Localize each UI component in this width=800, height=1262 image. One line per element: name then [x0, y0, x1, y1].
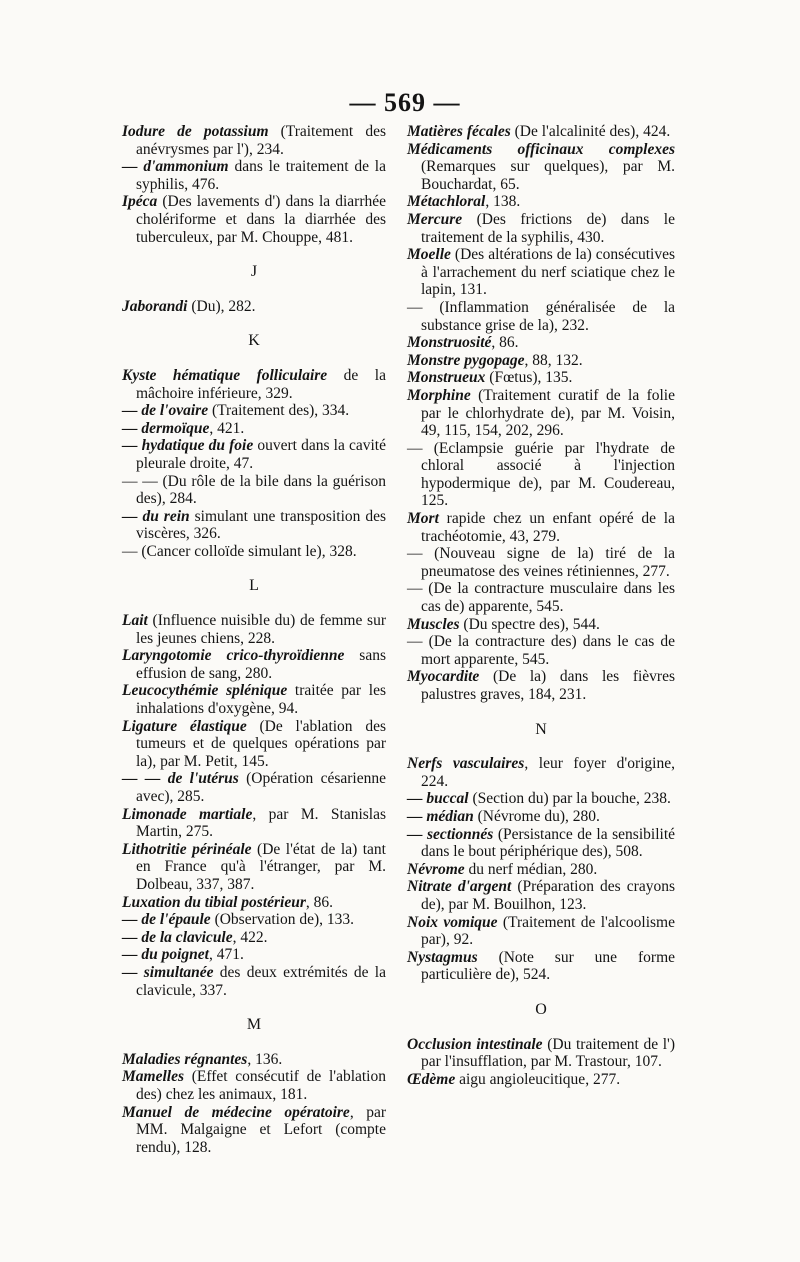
- index-entry: [407, 790, 675, 808]
- index-entry-text: , 86.: [491, 334, 519, 352]
- index-entry-text: , 422.: [232, 928, 268, 946]
- index-entry-text: — (De la contracture des) dans le cas de mort apparente, 545.: [407, 633, 675, 668]
- index-entry: [122, 402, 386, 420]
- index-entry: [407, 949, 675, 984]
- section-letter: O: [535, 1000, 547, 1018]
- index-entry-text: — (Nouveau signe de la) tiré de la pneumatose des veines rétiniennes, 277.: [407, 545, 675, 580]
- index-entry-text: (Des frictions de) dans le traitement de la syphilis, 430.: [421, 210, 675, 246]
- index-entry: [122, 647, 386, 682]
- index-entry-text: — — (Du rôle de la bile dans la guérison des), 284.: [122, 472, 386, 508]
- index-keyword: Leucocythémie splénique: [122, 682, 288, 700]
- index-keyword: Luxation du tibial postérieur: [122, 893, 306, 911]
- index-entry: [407, 246, 675, 299]
- index-keyword: Monstrueux: [407, 369, 486, 387]
- index-keyword: — — de l'utérus: [122, 770, 239, 788]
- index-entry-text: , par M. Stanislas Martin, 275.: [136, 805, 387, 841]
- index-entry: [122, 682, 386, 717]
- index-entry-text: , 421.: [209, 419, 245, 437]
- index-entry: [407, 440, 675, 510]
- index-entry: [407, 334, 675, 352]
- index-keyword: Nystagmus: [407, 948, 478, 966]
- index-entry: [407, 545, 675, 580]
- index-entry: [122, 420, 386, 438]
- index-entry: [407, 914, 675, 949]
- index-keyword: — buccal: [407, 790, 469, 808]
- index-keyword: — du poignet: [122, 946, 209, 964]
- index-entry-text: (Préparation des crayons de), par M. Bouilhon, 123.: [421, 878, 675, 913]
- index-entry-text: (Effet consécutif de l'ablation des) chez les animaux, 181.: [136, 1068, 386, 1103]
- index-entry: [407, 299, 675, 334]
- index-keyword: Matières fécales: [407, 123, 511, 140]
- index-keyword: Noix vomique: [407, 913, 498, 931]
- index-entry-text: dans le traitement de la syphilis, 476.: [136, 158, 386, 193]
- index-entry-text: (Du spectre des), 544.: [459, 615, 600, 633]
- index-entry-text: (Névrome du), 280.: [473, 807, 600, 825]
- index-entry-text: sans effusion de sang, 280.: [136, 647, 386, 682]
- page-number: — 569 —: [349, 88, 461, 117]
- index-entry: [122, 929, 386, 947]
- index-keyword: Occlusion intestinale: [407, 1035, 543, 1053]
- index-keyword: Nitrate d'argent: [407, 878, 512, 896]
- index-entry: [122, 718, 386, 771]
- index-keyword: — hydatique du foie: [122, 437, 254, 455]
- index-entry: [122, 612, 386, 647]
- section-letter: J: [250, 263, 258, 281]
- index-entry: [407, 580, 675, 615]
- index-entry-text: (Des altérations de la) consécutives à l'arrachement du nerf sciatique chez le lapin, 131.: [421, 246, 675, 299]
- index-keyword: — sectionnés: [407, 825, 494, 843]
- index-entry: [122, 911, 386, 929]
- index-entry-text: de la mâchoire inférieure, 329.: [136, 366, 386, 402]
- index-keyword: Mamelles: [122, 1068, 184, 1086]
- index-entry: [407, 510, 675, 545]
- index-entry: [407, 668, 675, 703]
- index-entry: [122, 770, 386, 805]
- index-entry-text: (Persistance de la sensibilité dans le bout périphérique des), 508.: [421, 825, 676, 861]
- section-letter: K: [248, 332, 260, 350]
- index-entry: [122, 298, 386, 316]
- index-entry: [122, 123, 386, 158]
- index-entry-text: , 138.: [485, 193, 521, 211]
- index-keyword: — simultanée: [122, 963, 214, 981]
- index-entry: [122, 437, 386, 472]
- index-entry-text: — (Eclampsie guérie par l'hydrate de chloral associé à l'injection hypodermique de), par M. Coudereau, 125.: [407, 439, 675, 510]
- index-entry: [407, 387, 675, 440]
- index-entry-text: (Traitement curatif de la folie par le chlorhydrate de), par M. Voisin, 49, 115, 154, 202, 296.: [421, 386, 675, 440]
- index-keyword: Ligature élastique: [122, 717, 247, 735]
- index-keyword: Lithotritie périnéale: [122, 840, 252, 858]
- index-entry: [407, 861, 675, 879]
- index-entry-text: , par MM. Malgaigne et Lefort (compte rendu), 128.: [136, 1103, 386, 1156]
- index-entry: [122, 841, 386, 894]
- index-keyword: Nerfs vasculaires: [407, 755, 525, 773]
- index-entry-text: (Section du) par la bouche, 238.: [468, 790, 671, 808]
- index-keyword: — dermoïque: [122, 419, 210, 437]
- index-entry-text: (Du), 282.: [187, 297, 256, 315]
- index-entry-text: — (De la contracture musculaire dans les cas de) apparente, 545.: [407, 580, 675, 616]
- index-entry: [407, 755, 675, 790]
- index-entry-text: (Du traitement de l') par l'insufflation, par M. Trastour, 107.: [421, 1035, 676, 1071]
- index-entry-text: , 88, 132.: [524, 351, 583, 369]
- index-keyword: — du rein: [122, 507, 190, 525]
- index-entry: [122, 508, 386, 543]
- index-entry-text: (De la) dans les fièvres palustres graves, 184, 231.: [421, 668, 675, 703]
- index-entry-text: , 136.: [247, 1050, 283, 1068]
- index-entry-text: (Traitement de l'alcoolisme par), 92.: [421, 913, 675, 949]
- index-entry-text: des deux extrémités de la clavicule, 337.: [136, 963, 386, 999]
- index-keyword: Moelle: [407, 246, 451, 264]
- index-entry-text: du nerf médian, 280.: [464, 860, 598, 878]
- index-keyword: Lait: [122, 612, 148, 630]
- index-entry-text: aigu angioleucitique, 277.: [455, 1070, 621, 1088]
- index-entry: [122, 473, 386, 508]
- index-keyword: — de la clavicule: [122, 928, 233, 946]
- section-letter: M: [246, 1016, 262, 1034]
- index-keyword: Manuel de médecine opératoire: [122, 1103, 350, 1121]
- index-entry-text: traitée par les inhalations d'oxygène, 94.: [136, 682, 386, 718]
- section-letter: N: [535, 720, 547, 738]
- index-entry: [122, 1051, 386, 1069]
- index-keyword: Ipéca: [122, 193, 158, 211]
- index-keyword: Monstre pygopage: [407, 351, 525, 369]
- index-entry: [122, 806, 386, 841]
- index-entry: [407, 211, 675, 246]
- index-entry-text: — (Cancer colloïde simulant le), 328.: [122, 542, 357, 560]
- index-entry-text: (Influence nuisible du) de femme sur les jeunes chiens, 228.: [136, 612, 386, 647]
- index-entry-text: simulant une transposition des viscères, 326.: [136, 507, 386, 543]
- index-keyword: Mercure: [407, 210, 463, 228]
- index-keyword: Muscles: [407, 615, 460, 633]
- index-entry-text: , 86.: [305, 893, 334, 911]
- index-entry: [407, 633, 675, 668]
- index-entry: [122, 158, 386, 193]
- index-entry-text: (Fœtus), 135.: [485, 369, 573, 387]
- index-entry-text: (Opération césarienne avec), 285.: [136, 770, 386, 805]
- index-entry: [407, 193, 675, 211]
- index-keyword: Laryngotomie crico-thyroïdienne: [122, 647, 345, 665]
- index-column-right: [407, 123, 675, 1088]
- index-entry-text: , leur foyer d'origine, 224.: [421, 755, 675, 790]
- index-keyword: — d'ammonium: [122, 158, 229, 176]
- index-entry: [407, 123, 675, 141]
- index-entry: [122, 894, 386, 912]
- section-letter: L: [249, 577, 259, 595]
- index-keyword: Jaborandi: [122, 297, 188, 315]
- index-keyword: Névrome: [407, 860, 465, 878]
- index-keyword: Myocardite: [407, 668, 480, 686]
- index-entry: [122, 1104, 386, 1157]
- index-entry: [122, 543, 386, 561]
- index-keyword: Œdème: [407, 1070, 456, 1088]
- index-entry: [407, 878, 675, 913]
- index-entry: [407, 141, 675, 194]
- index-keyword: Monstruosité: [407, 334, 492, 352]
- index-entry-text: (Observation de), 133.: [210, 911, 355, 929]
- index-entry: [407, 1036, 675, 1071]
- index-entry-text: ouvert dans la cavité pleurale droite, 47.: [136, 437, 386, 472]
- index-entry-text: (Note sur une forme particulière de), 524.: [421, 948, 675, 984]
- index-keyword: Iodure de potassium: [122, 123, 269, 140]
- index-keyword: Maladies régnantes: [122, 1050, 248, 1068]
- index-entry-text: , 471.: [208, 946, 244, 964]
- index-keyword: Mort: [407, 510, 439, 528]
- index-entry: [407, 352, 675, 370]
- index-entry: [407, 616, 675, 634]
- index-entry-text: (De l'alcalinité des), 424.: [510, 123, 671, 140]
- index-entry-text: (Traitement des), 334.: [208, 402, 350, 420]
- index-entry: [122, 946, 386, 964]
- index-column-left: [122, 123, 386, 1156]
- index-entry: [407, 369, 675, 387]
- index-entry: [407, 808, 675, 826]
- index-entry-text: (De l'ablation des tumeurs et de quelques opérations par la), par M. Petit, 145.: [136, 717, 386, 770]
- index-entry-text: — (Inflammation généralisée de la substance grise de la), 232.: [407, 298, 675, 334]
- index-entry: [122, 964, 386, 999]
- index-keyword: Kyste hématique folliculaire: [122, 366, 328, 384]
- index-keyword: — de l'épaule: [122, 911, 211, 929]
- index-entry-text: (Traitement des anévrysmes par l'), 234.: [136, 123, 386, 158]
- index-keyword: Morphine: [407, 386, 471, 404]
- index-entry: [122, 193, 386, 246]
- index-keyword: Médicaments officinaux complexes: [407, 140, 675, 158]
- index-entry: [407, 826, 675, 861]
- index-entry-text: (De l'état de la) tant en France qu'à l'étranger, par M. Dolbeau, 337, 387.: [136, 840, 386, 893]
- index-entry-text: rapide chez un enfant opéré de la trachéotomie, 43, 279.: [421, 510, 675, 545]
- index-keyword: — médian: [407, 807, 474, 825]
- index-entry-text: (Des lavements d') dans la diarrhée cholériforme et dans la diarrhée des tuberculeux, par M. Chouppe, 481.: [136, 193, 386, 246]
- index-keyword: — de l'ovaire: [122, 402, 209, 420]
- index-entry: [122, 1068, 386, 1103]
- index-keyword: Métachloral: [407, 193, 486, 211]
- index-entry-text: (Remarques sur quelques), par M. Bouchardat, 65.: [421, 158, 675, 193]
- index-entry: [122, 367, 386, 402]
- index-keyword: Limonade martiale: [122, 805, 253, 823]
- index-entry: [407, 1071, 675, 1089]
